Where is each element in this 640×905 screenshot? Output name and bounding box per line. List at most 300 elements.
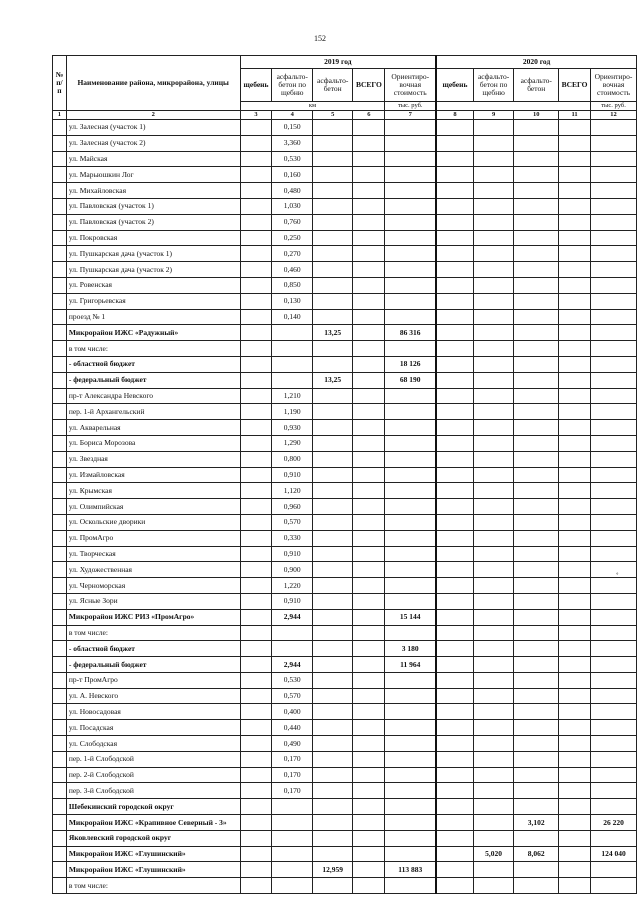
value-cell	[473, 783, 513, 799]
value-cell: 68 190	[385, 372, 436, 388]
value-cell	[312, 420, 352, 436]
value-cell: 1,220	[272, 578, 312, 594]
table-row	[53, 435, 637, 451]
value-cell	[385, 246, 436, 262]
table-row	[53, 514, 637, 530]
col-name-header: Наименование района, микрорайона, улицы	[66, 56, 240, 111]
value-cell	[53, 262, 67, 278]
value-cell	[514, 120, 559, 136]
column-index-cell: 3	[240, 111, 272, 120]
value-cell	[436, 167, 473, 183]
value-cell	[559, 120, 591, 136]
value-cell	[53, 230, 67, 246]
value-cell	[385, 783, 436, 799]
value-cell	[473, 198, 513, 214]
value-cell	[312, 562, 352, 578]
value-cell	[514, 435, 559, 451]
value-cell	[559, 767, 591, 783]
value-cell	[353, 183, 385, 199]
value-cell	[591, 499, 637, 515]
table-row	[53, 120, 637, 136]
value-cell	[353, 609, 385, 625]
value-cell	[53, 372, 67, 388]
value-cell	[312, 483, 352, 499]
value-cell	[591, 736, 637, 752]
value-cell	[312, 672, 352, 688]
street-name-cell: ул. Покровская	[66, 230, 240, 246]
value-cell	[591, 341, 637, 357]
value-cell	[53, 309, 67, 325]
value-cell	[312, 546, 352, 562]
value-cell	[559, 862, 591, 878]
value-cell	[473, 356, 513, 372]
value-cell	[473, 167, 513, 183]
value-cell	[591, 198, 637, 214]
value-cell	[559, 783, 591, 799]
value-cell	[240, 578, 272, 594]
sub-header: асфальто-бетон	[312, 69, 352, 102]
value-cell	[514, 751, 559, 767]
street-name-cell: в том числе:	[66, 625, 240, 641]
value-cell	[312, 578, 352, 594]
value-cell	[240, 672, 272, 688]
value-cell	[53, 672, 67, 688]
value-cell	[591, 862, 637, 878]
value-cell	[436, 230, 473, 246]
value-cell	[436, 404, 473, 420]
value-cell	[473, 609, 513, 625]
value-cell	[436, 846, 473, 862]
value-cell	[473, 546, 513, 562]
value-cell	[473, 404, 513, 420]
value-cell	[353, 404, 385, 420]
value-cell	[436, 120, 473, 136]
value-cell	[591, 751, 637, 767]
table-row	[53, 483, 637, 499]
value-cell	[514, 546, 559, 562]
value-cell: 2,944	[272, 657, 312, 673]
value-cell: 3 180	[385, 641, 436, 657]
value-cell	[53, 325, 67, 341]
value-cell	[385, 309, 436, 325]
value-cell	[312, 277, 352, 293]
sub-header: асфальто-бетон по щебню	[272, 69, 312, 102]
value-cell	[436, 799, 473, 815]
street-name-cell: ул. ПромАгро	[66, 530, 240, 546]
value-cell	[353, 641, 385, 657]
value-cell	[353, 246, 385, 262]
value-cell	[312, 341, 352, 357]
table-row	[53, 625, 637, 641]
value-cell	[591, 404, 637, 420]
value-cell	[353, 767, 385, 783]
value-cell	[385, 183, 436, 199]
value-cell	[514, 420, 559, 436]
value-cell	[436, 751, 473, 767]
value-cell: 0,930	[272, 420, 312, 436]
column-index-cell: 5	[312, 111, 352, 120]
value-cell: 113 883	[385, 862, 436, 878]
value-cell	[385, 830, 436, 846]
value-cell	[53, 435, 67, 451]
sub-header: асфальто-бетон по щебню	[473, 69, 513, 102]
value-cell	[473, 514, 513, 530]
value-cell	[312, 609, 352, 625]
page-number: 152	[314, 34, 326, 43]
value-cell	[353, 720, 385, 736]
value-cell	[53, 151, 67, 167]
value-cell	[385, 751, 436, 767]
value-cell: 0,490	[272, 736, 312, 752]
value-cell	[436, 151, 473, 167]
value-cell: 18 126	[385, 356, 436, 372]
value-cell	[312, 356, 352, 372]
value-cell	[514, 262, 559, 278]
value-cell	[272, 641, 312, 657]
value-cell	[385, 151, 436, 167]
value-cell	[473, 767, 513, 783]
street-name-cell: Микрорайон ИЖС «Глушинский»	[66, 846, 240, 862]
value-cell	[240, 151, 272, 167]
value-cell	[312, 878, 352, 894]
value-cell	[240, 230, 272, 246]
table-row	[53, 641, 637, 657]
table-row	[53, 356, 637, 372]
table-row	[53, 420, 637, 436]
table-row	[53, 720, 637, 736]
value-cell	[53, 404, 67, 420]
value-cell: 0,800	[272, 451, 312, 467]
value-cell	[514, 246, 559, 262]
street-name-cell: Шебекинский городской округ	[66, 799, 240, 815]
value-cell	[473, 562, 513, 578]
value-cell	[514, 167, 559, 183]
value-cell	[312, 688, 352, 704]
value-cell: 1,030	[272, 198, 312, 214]
value-cell	[53, 783, 67, 799]
street-name-cell: Микрорайон ИЖС «Глушинский»	[66, 862, 240, 878]
value-cell	[240, 167, 272, 183]
value-cell	[353, 167, 385, 183]
value-cell	[436, 246, 473, 262]
street-name-cell: пр-т ПромАгро	[66, 672, 240, 688]
value-cell	[385, 546, 436, 562]
table-row	[53, 277, 637, 293]
value-cell	[385, 167, 436, 183]
value-cell	[591, 514, 637, 530]
table-row	[53, 862, 637, 878]
value-cell	[559, 562, 591, 578]
value-cell	[385, 578, 436, 594]
value-cell	[385, 230, 436, 246]
value-cell	[53, 388, 67, 404]
value-cell	[591, 451, 637, 467]
value-cell	[385, 467, 436, 483]
value-cell	[385, 767, 436, 783]
value-cell	[53, 246, 67, 262]
value-cell: 0,440	[272, 720, 312, 736]
value-cell	[514, 198, 559, 214]
table-row	[53, 388, 637, 404]
value-cell	[559, 325, 591, 341]
value-cell	[591, 293, 637, 309]
value-cell	[385, 499, 436, 515]
value-cell	[312, 167, 352, 183]
value-cell	[272, 830, 312, 846]
value-cell: 12,959	[312, 862, 352, 878]
value-cell	[353, 388, 385, 404]
street-name-cell: - федеральный бюджет	[66, 657, 240, 673]
value-cell	[385, 420, 436, 436]
value-cell: 0,130	[272, 293, 312, 309]
value-cell	[240, 783, 272, 799]
value-cell	[353, 151, 385, 167]
value-cell	[312, 246, 352, 262]
value-cell	[514, 783, 559, 799]
value-cell	[240, 277, 272, 293]
value-cell	[436, 578, 473, 594]
value-cell	[240, 135, 272, 151]
value-cell	[353, 688, 385, 704]
value-cell	[385, 293, 436, 309]
value-cell	[559, 167, 591, 183]
value-cell	[473, 830, 513, 846]
table-row	[53, 530, 637, 546]
value-cell	[559, 530, 591, 546]
value-cell	[240, 198, 272, 214]
value-cell	[312, 451, 352, 467]
value-cell	[272, 846, 312, 862]
value-cell: 8,062	[514, 846, 559, 862]
value-cell: 0,460	[272, 262, 312, 278]
value-cell	[240, 262, 272, 278]
value-cell	[353, 230, 385, 246]
value-cell	[240, 862, 272, 878]
value-cell	[53, 135, 67, 151]
column-index-cell: 10	[514, 111, 559, 120]
value-cell	[353, 467, 385, 483]
value-cell	[353, 593, 385, 609]
value-cell: 1,120	[272, 483, 312, 499]
value-cell: 0,330	[272, 530, 312, 546]
value-cell	[436, 262, 473, 278]
value-cell: 0,570	[272, 514, 312, 530]
value-cell	[240, 341, 272, 357]
value-cell	[353, 578, 385, 594]
value-cell	[559, 830, 591, 846]
value-cell	[514, 562, 559, 578]
table-row	[53, 246, 637, 262]
street-name-cell: ул. Ровенская	[66, 277, 240, 293]
street-name-cell: ул. Залесная (участок 1)	[66, 120, 240, 136]
value-cell	[272, 341, 312, 357]
value-cell	[272, 862, 312, 878]
value-cell	[312, 799, 352, 815]
street-name-cell: ул. Бориса Морозова	[66, 435, 240, 451]
value-cell	[514, 641, 559, 657]
value-cell	[240, 356, 272, 372]
sub-header: Ориентиро-вочная стоимость	[591, 69, 637, 102]
street-name-cell: ул. Черноморская	[66, 578, 240, 594]
street-name-cell: - областной бюджет	[66, 356, 240, 372]
value-cell	[559, 720, 591, 736]
value-cell	[514, 625, 559, 641]
value-cell	[436, 451, 473, 467]
table-row	[53, 262, 637, 278]
value-cell	[473, 293, 513, 309]
value-cell	[385, 736, 436, 752]
value-cell	[53, 293, 67, 309]
value-cell	[473, 736, 513, 752]
value-cell	[473, 325, 513, 341]
value-cell	[591, 230, 637, 246]
value-cell	[559, 420, 591, 436]
value-cell	[312, 404, 352, 420]
value-cell	[559, 135, 591, 151]
street-name-cell: Микрорайон ИЖС «Крапивное Северный - 3»	[66, 815, 240, 831]
value-cell	[53, 483, 67, 499]
table-row	[53, 325, 637, 341]
value-cell	[514, 878, 559, 894]
value-cell	[312, 530, 352, 546]
value-cell	[53, 578, 67, 594]
value-cell	[559, 688, 591, 704]
value-cell: 0,530	[272, 151, 312, 167]
value-cell	[240, 878, 272, 894]
value-cell	[353, 799, 385, 815]
value-cell	[385, 198, 436, 214]
value-cell: 0,910	[272, 467, 312, 483]
value-cell	[240, 214, 272, 230]
value-cell: 0,900	[272, 562, 312, 578]
value-cell	[53, 183, 67, 199]
value-cell	[312, 625, 352, 641]
unit-rub: тыс. руб.	[385, 102, 436, 111]
value-cell	[591, 309, 637, 325]
value-cell	[559, 483, 591, 499]
value-cell	[353, 672, 385, 688]
value-cell	[559, 214, 591, 230]
value-cell	[312, 388, 352, 404]
value-cell	[514, 372, 559, 388]
value-cell	[514, 293, 559, 309]
value-cell	[591, 704, 637, 720]
value-cell	[473, 483, 513, 499]
value-cell	[559, 593, 591, 609]
value-cell	[473, 593, 513, 609]
value-cell	[591, 135, 637, 151]
value-cell	[53, 562, 67, 578]
value-cell	[591, 214, 637, 230]
value-cell	[436, 657, 473, 673]
value-cell	[53, 514, 67, 530]
value-cell: 15 144	[385, 609, 436, 625]
value-cell	[312, 435, 352, 451]
value-cell	[436, 672, 473, 688]
value-cell	[353, 372, 385, 388]
value-cell	[436, 704, 473, 720]
value-cell	[385, 562, 436, 578]
value-cell	[514, 277, 559, 293]
street-name-cell: ул. Григорьевская	[66, 293, 240, 309]
value-cell	[514, 183, 559, 199]
table-row	[53, 372, 637, 388]
value-cell	[240, 815, 272, 831]
sub-header: щебень	[240, 69, 272, 102]
value-cell	[514, 483, 559, 499]
value-cell: 3,360	[272, 135, 312, 151]
value-cell	[312, 198, 352, 214]
value-cell: 0,160	[272, 167, 312, 183]
value-cell	[240, 846, 272, 862]
value-cell	[436, 309, 473, 325]
value-cell	[559, 846, 591, 862]
value-cell	[53, 862, 67, 878]
value-cell	[353, 736, 385, 752]
sub-header: щебень	[436, 69, 473, 102]
value-cell	[312, 467, 352, 483]
value-cell	[436, 625, 473, 641]
street-name-cell: ул. Оскольские дворики	[66, 514, 240, 530]
table-row	[53, 467, 637, 483]
value-cell	[353, 514, 385, 530]
street-name-cell: ул. Марьюшкин Лог	[66, 167, 240, 183]
value-cell	[473, 277, 513, 293]
value-cell	[436, 198, 473, 214]
value-cell: 2,944	[272, 609, 312, 625]
value-cell	[385, 878, 436, 894]
value-cell	[240, 688, 272, 704]
value-cell	[53, 767, 67, 783]
value-cell	[591, 435, 637, 451]
value-cell	[514, 214, 559, 230]
value-cell	[385, 435, 436, 451]
value-cell	[312, 262, 352, 278]
value-cell	[591, 325, 637, 341]
value-cell	[353, 751, 385, 767]
value-cell	[473, 704, 513, 720]
table-row	[53, 293, 637, 309]
value-cell	[559, 246, 591, 262]
value-cell	[385, 214, 436, 230]
value-cell	[53, 704, 67, 720]
value-cell	[591, 277, 637, 293]
value-cell: 0,530	[272, 672, 312, 688]
value-cell	[473, 309, 513, 325]
value-cell	[312, 309, 352, 325]
value-cell: 0,270	[272, 246, 312, 262]
value-cell	[436, 483, 473, 499]
value-cell	[473, 341, 513, 357]
value-cell	[591, 246, 637, 262]
value-cell	[473, 799, 513, 815]
value-cell	[591, 356, 637, 372]
value-cell	[473, 862, 513, 878]
table-row	[53, 309, 637, 325]
table-row	[53, 609, 637, 625]
value-cell	[312, 657, 352, 673]
value-cell	[436, 767, 473, 783]
value-cell	[240, 435, 272, 451]
value-cell	[473, 151, 513, 167]
value-cell	[353, 214, 385, 230]
value-cell	[514, 451, 559, 467]
table-row	[53, 767, 637, 783]
table-row	[53, 846, 637, 862]
value-cell	[240, 546, 272, 562]
value-cell: 26 220	[591, 815, 637, 831]
value-cell	[53, 830, 67, 846]
